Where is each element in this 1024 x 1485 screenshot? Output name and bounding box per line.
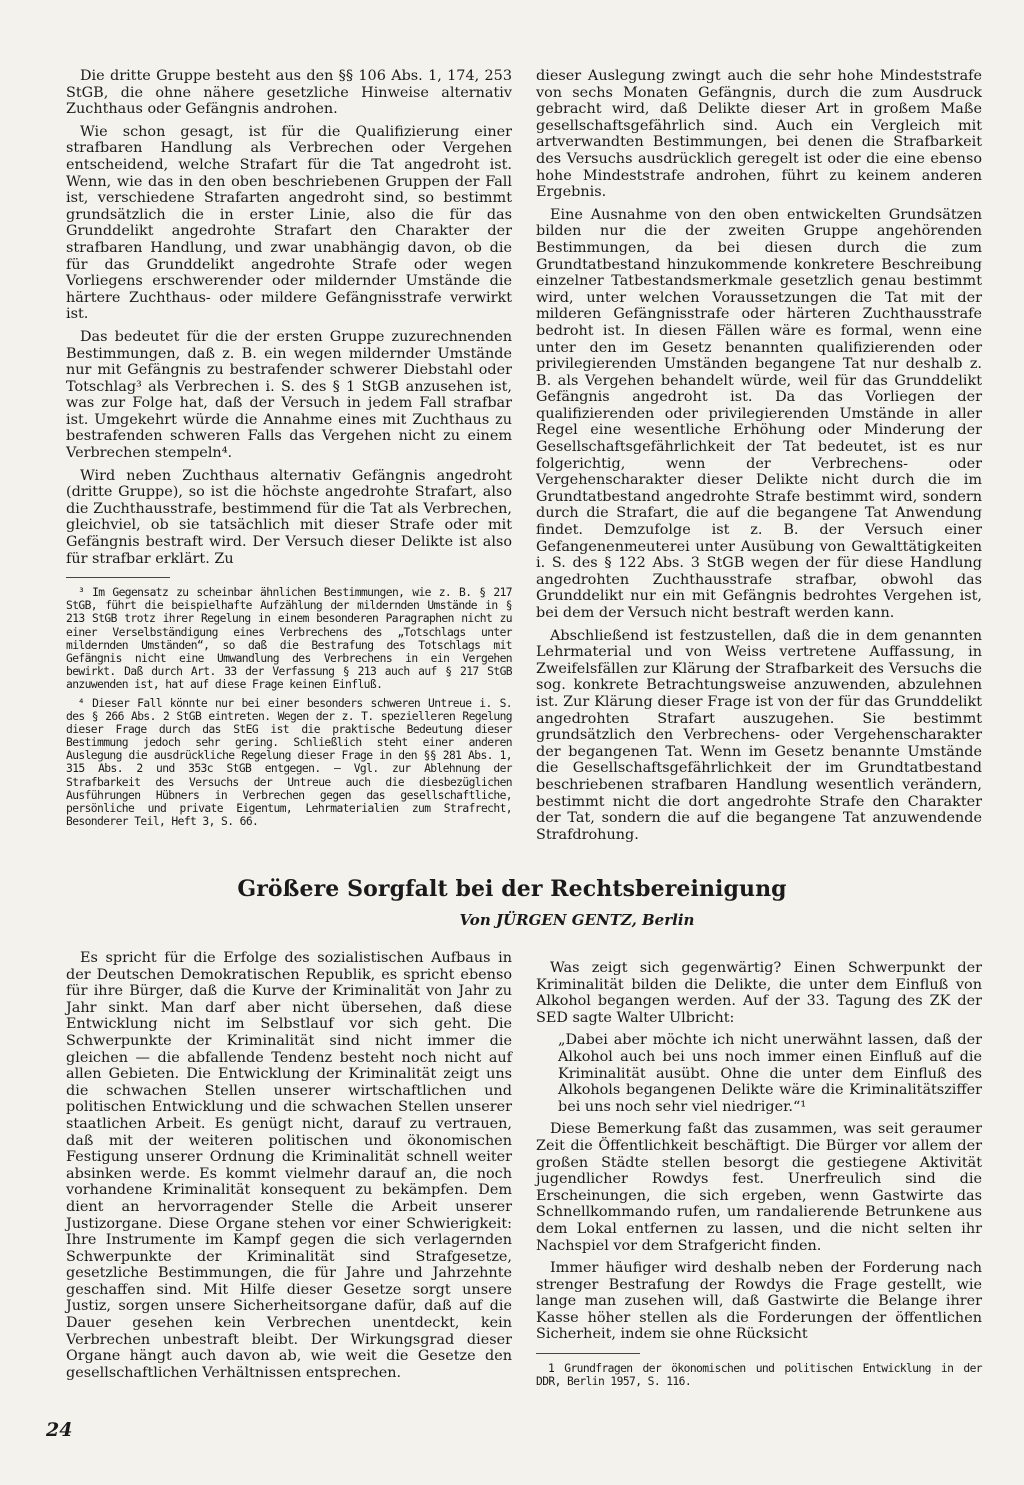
- footnote-divider: [536, 1353, 640, 1354]
- footnote-divider: [66, 577, 170, 578]
- footnote: ³ Im Gegensatz zu scheinbar ähnlichen Bestimmungen, wie z. B. § 217 StGB, führt die beispielhafte Aufzählung der mildernden Umstände in § 213 StGB trotz ihrer Regelung in einem besonderen Paragraphen nicht zu einer Verselbständigung eines Verbrechens des „Totschlags unter mildernden Umständen“, so daß die Bestrafung des Totschlags mit Gefängnis nicht eine Umwandlung des Verbrechens in ein Vergehen bewirkt. Daß durch Art. 33 der Verfassung § 213 auch auf § 217 StGB anzuwenden ist, hat auf diese Frage keinen Einfluß.: [66, 586, 512, 691]
- quote-text: „Dabei aber möchte ich nicht unerwähnt lassen, daß der Alkohol auch bei uns noch immer einen Einfluß auf die Kriminalität ausübt. Ohne die unter dem Einfluß des Alkohols begangenen Delikte wäre die Kriminalitätsziffer bei uns noch sehr viel niedriger.“¹: [558, 1032, 982, 1115]
- paragraph: Diese Bemerkung faßt das zusammen, was seit geraumer Zeit die Öffentlichkeit beschäftigt. Die Bürger vor allem der großen Städte stellen besorgt die gestiegene Aktivität jugendlicher Rowdys fest. Unerfreulich sind die Erscheinungen, die sich ergeben, wenn Gastwirte das Schnellkommando rufen, um randalierende Betrunkene aus dem Lokal entfernen zu lassen, und die nicht selten ihr Nachspiel vor dem Strafgericht finden.: [536, 1121, 982, 1254]
- footnote: ⁴ Dieser Fall könnte nur bei einer besonders schweren Untreue i. S. des § 266 Abs. 2 StGB eintreten. Wegen der z. T. spezielleren Regelung dieser Frage durch das StEG ist die praktische Bedeutung dieser Bestimmung jedoch sehr gering. Schließlich steht einer anderen Auslegung die ausdrückliche Regelung dieser Frage in den §§ 281 Abs. 1, 315 Abs. 2 und 353c StGB entgegen. — Vgl. zur Ablehnung der Strafbarkeit des Versuchs der Untreue auch die diesbezüglichen Ausführungen Hübners in Verbrechen gegen das gesellschaftliche, persönliche und private Eigentum, Lehrmaterialien zum Strafrecht, Besonderer Teil, Heft 3, S. 66.: [66, 696, 512, 828]
- footnote: 1 Grundfragen der ökonomischen und politischen Entwicklung in der DDR, Berlin 1957, S. 116.: [536, 1362, 982, 1389]
- paragraph: Wie schon gesagt, ist für die Qualifizierung einer strafbaren Handlung als Verbrechen oder Vergehen entscheidend, welche Strafart für die Tat angedroht ist. Wenn, wie das in den oben beschriebenen Gruppen der Fall ist, verschiedene Strafarten angedroht sind, so bestimmt grundsätzlich die in erster Linie, also die für das Grunddelikt angedrohte Strafart den Charakter der strafbaren Handlung, und zwar unabhängig davon, ob die für das Grunddelikt angedrohte Strafe oder wegen Vorliegens erschwerender oder mildernder Umstände die härtere Zuchthaus- oder mildere Gefängnisstrafe verwirkt ist.: [66, 123, 512, 323]
- paragraph: Es spricht für die Erfolge des sozialistischen Aufbaus in der Deutschen Demokratischen Republik, es spricht ebenso für ihre Bürger, daß die Kurve der Kriminalität von Jahr zu Jahr sinkt. Man darf aber nicht übersehen, daß diese Entwicklung nicht im Selbstlauf vor sich geht. Die Schwerpunkte der Kriminalität sind nicht immer die gleichen — die abfallende Tendenz besteht noch nicht auf allen Gebieten. Die Entwicklung der Kriminalität zeigt uns die schwachen Stellen unserer wirtschaftlichen und politischen Entwicklung und die schwachen Stellen unserer staatlichen Arbeit. Es genügt nicht, darauf zu vertrauen, daß mit der weiteren politischen und ökonomischen Festigung unserer Ordnung die Kriminalität schnell weiter absinken werde. Es kommt vielmehr darauf an, die noch vorhandene Kriminalität konsequent zu bekämpfen. Dem dient an hervorragender Stelle die Arbeit unserer Justizorgane. Diese Organe stehen vor einer Schwierigkeit: Ihre Instrumente im Kampf gegen die sich verlagernden Schwerpunkte der Kriminalität sind Strafgesetze, gesetzliche Bestimmungen, die für Jahre und Jahrzehnte geschaffen sind. Mit Hilfe dieser Gesetze sorgt unsere Justiz, sorgen unsere Sicherheitsorgane dafür, daß auf die Dauer gesehen kein Verbrechen unentdeckt, kein Verbrechen unbestraft bleibt. Der Wirkungsgrad dieser Organe hängt auch davon ab, wie weit die Gesetze den gesellschaftlichen Verhältnissen entsprechen.: [66, 950, 512, 1381]
- paragraph: Abschließend ist festzustellen, daß die in dem genannten Lehrmaterial und von Weiss vertretene Auffassung, in Zweifelsfällen zur Klärung der Strafbarkeit des Versuchs die sog. konkrete Betrachtungsweise anzuwenden, abzulehnen ist. Zur Klärung dieser Frage ist von der für das Grunddelikt angedrohten Strafart auszugehen. Sie bestimmt grundsätzlich den Verbrechens- oder Vergehenscharakter der begangenen Tat. Wenn im Gesetz benannte Umstände die Gesellschaftsgefährlichkeit der im Grundtatbestand beschriebenen strafbaren Handlung wesentlich verändern, bestimmt nicht die dort angedrohte Strafe den Charakter der Tat, sondern die auf die begangene Tat anzuwendende Strafdrohung.: [536, 627, 982, 843]
- block-quote: [558, 1032, 982, 1115]
- column-bottom-right: [536, 960, 982, 1394]
- paragraph: Die dritte Gruppe besteht aus den §§ 106 Abs. 1, 174, 253 StGB, die ohne nähere gesetzliche Hinweise alternativ Zuchthaus oder Gefängnis androhen.: [66, 68, 512, 118]
- article-byline: Von JÜRGEN GENTZ, Berlin: [459, 911, 695, 929]
- paragraph: dieser Auslegung zwingt auch die sehr hohe Mindeststrafe von sechs Monaten Gefängnis, durch die zum Ausdruck gebracht wird, daß Delikte dieser Art in großem Maße gesellschaftsgefährlich sind. Auch ein Vergleich mit artverwandten Bestimmungen, bei denen die Strafbarkeit des Versuchs ausdrücklich geregelt ist oder die eine ebenso hohe Mindeststrafe androhen, führt zu keinem anderen Ergebnis.: [536, 68, 982, 201]
- column-bottom-left: [66, 950, 512, 1387]
- article-title: Größere Sorgfalt bei der Rechtsbereinigung: [237, 876, 787, 902]
- column-top-left: [66, 68, 512, 834]
- page-number: 24: [46, 1419, 73, 1441]
- paragraph: Das bedeutet für die der ersten Gruppe zuzurechnenden Bestimmungen, daß z. B. ein wegen mildernder Umstände nur mit Gefängnis zu bestrafender schwerer Diebstahl oder Totschlag³ als Verbrechen i. S. des § 1 StGB anzusehen ist, was zur Folge hat, daß der Versuch in jedem Fall strafbar ist. Umgekehrt würde die Annahme eines mit Zuchthaus zu bestrafenden schweren Falls das Vergehen nicht zu einem Verbrechen stempeln⁴.: [66, 328, 512, 462]
- paragraph: Immer häufiger wird deshalb neben der Forderung nach strenger Bestrafung der Rowdys die Frage gestellt, wie lange man zusehen will, daß Gastwirte die Belange ihrer Kasse höher stellen als die Forderungen der öffentlichen Sicherheit, indem sie ohne Rücksicht: [536, 1260, 982, 1343]
- column-top-right: [536, 68, 982, 849]
- paragraph: Was zeigt sich gegenwärtig? Einen Schwerpunkt der Kriminalität bilden die Delikte, die unter dem Einfluß von Alkohol begangen werden. Auf der 33. Tagung des ZK der SED sagte Walter Ulbricht:: [536, 960, 982, 1026]
- paragraph: Wird neben Zuchthaus alternativ Gefängnis angedroht (dritte Gruppe), so ist die höchste angedrohte Strafart, also die Zuchthausstrafe, bestimmend für die Tat als Verbrechen, gleichviel, ob sie tatsächlich mit dieser Strafe oder mit Gefängnis bestraft wird. Der Versuch dieser Delikte ist also für strafbar erklärt. Zu: [66, 467, 512, 567]
- paragraph: Eine Ausnahme von den oben entwickelten Grundsätzen bilden nur die der zweiten Gruppe angehörenden Bestimmungen, da bei diesen durch die zum Grundtatbestand hinzukommende konkretere Beschreibung einzelner Tatbestandsmerkmale gesetzlich genau bestimmt wird, unter welchen Voraussetzungen die Tat mit der milderen Gefängnisstrafe oder härteren Zuchthausstrafe bedroht ist. In diesen Fällen wäre es formal, wenn eine unter den im Gesetz benannten qualifizierenden oder privilegierenden Umständen begangene Tat nur deshalb z. B. als Vergehen behandelt würde, weil für das Grunddelikt Gefängnis angedroht ist. Da das Vorliegen der qualifizierenden oder privilegierenden Umstände in aller Regel eine wesentliche Erhöhung oder Minderung der Gesellschaftsgefährlichkeit der Tat bedeutet, ist es nur folgerichtig, wenn der Verbrechens- oder Vergehenscharakter dieser Delikte nicht durch die im Grundtatbestand angedrohte Strafe bestimmt wird, sondern durch die Strafart, die auf die begangene Tat Anwendung findet. Demzufolge ist z. B. der Versuch einer Gefangenenmeuterei unter Ausübung von Gewalttätigkeiten i. S. des § 122 Abs. 3 StGB wegen der für diese Handlung angedrohten Zuchthausstrafe strafbar, obwohl das Grunddelikt nur ein mit Gefängnis bedrohtes Vergehen ist, bei dem der Versuch nicht bestraft werden kann.: [536, 206, 982, 621]
